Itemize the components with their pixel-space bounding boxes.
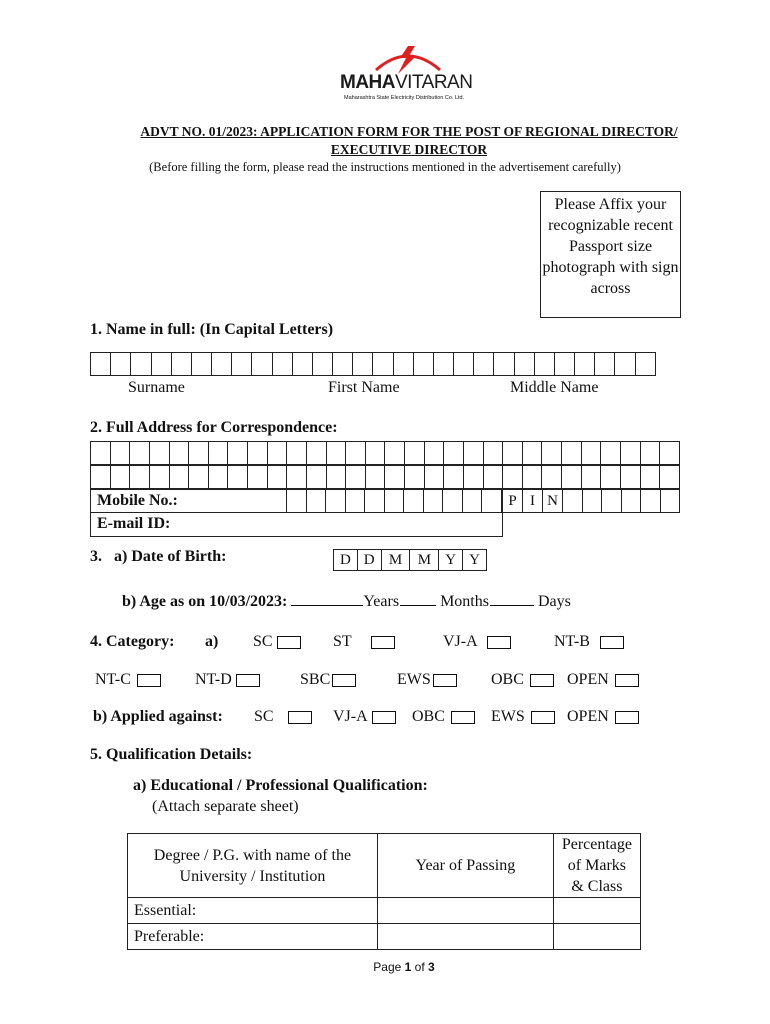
address-letter-cell[interactable]: [110, 442, 130, 465]
applied-option: [567, 708, 639, 726]
address-letter-cell[interactable]: [208, 442, 228, 465]
qualification-table: [127, 833, 641, 950]
name-letter-cell[interactable]: [514, 353, 534, 376]
address-letter-cell[interactable]: [208, 466, 228, 489]
page-total: 3: [428, 960, 435, 974]
category-label: SC: [253, 633, 273, 650]
address-letter-cell[interactable]: [287, 466, 307, 489]
category-label: NT-B: [554, 633, 590, 650]
category-label: ST: [333, 633, 352, 650]
category-option: [443, 633, 511, 651]
category-checkbox-obc[interactable]: [530, 674, 554, 687]
address-letter-cell[interactable]: [620, 442, 640, 465]
name-letter-cell[interactable]: [292, 353, 312, 376]
address-letter-cell[interactable]: [424, 466, 444, 489]
email-label: E-mail ID:: [97, 515, 171, 532]
applied-option: [491, 708, 555, 726]
qual-row-essential: Essential:: [128, 898, 378, 924]
applied-label: OPEN: [567, 708, 609, 725]
mobile-digit-cell[interactable]: [384, 490, 404, 513]
address-letter-cell[interactable]: [91, 466, 111, 489]
name-letter-cell[interactable]: [111, 353, 131, 376]
age-months-blank[interactable]: [400, 591, 436, 606]
category-option: [567, 671, 639, 689]
address-letter-cell[interactable]: [385, 466, 405, 489]
address-letter-cell[interactable]: [287, 442, 307, 465]
applied-checkbox-open[interactable]: [615, 711, 639, 724]
category-option: [491, 671, 554, 689]
address-letter-cell[interactable]: [562, 442, 582, 465]
address-letter-cell[interactable]: [483, 442, 503, 465]
years-label: Years: [363, 593, 400, 610]
category-checkbox-ntc[interactable]: [137, 674, 161, 687]
address-letter-cell[interactable]: [228, 466, 248, 489]
mobile-number-grid[interactable]: [286, 489, 502, 513]
applied-checkbox-vja[interactable]: [372, 711, 396, 724]
address-letter-cell[interactable]: [169, 442, 189, 465]
address-letter-cell[interactable]: [365, 466, 385, 489]
address-letter-cell[interactable]: [640, 466, 660, 489]
address-letter-cell[interactable]: [620, 466, 640, 489]
name-letter-cell[interactable]: [433, 353, 453, 376]
name-letter-cell[interactable]: [171, 353, 191, 376]
age-years-blank[interactable]: [291, 591, 363, 606]
address-letter-cell[interactable]: [306, 442, 326, 465]
category-checkbox-sbc[interactable]: [332, 674, 356, 687]
name-letter-cell[interactable]: [333, 353, 353, 376]
address-letter-cell[interactable]: [444, 442, 464, 465]
mobile-digit-cell[interactable]: [443, 490, 463, 513]
age-days-blank[interactable]: [490, 591, 534, 606]
pin-cell[interactable]: [621, 490, 641, 513]
address-letter-cell[interactable]: [91, 442, 111, 465]
pin-letter-i: I: [523, 490, 543, 513]
q1-name-label: 1. Name in full: (In Capital Letters): [90, 321, 334, 338]
middle-name-caption: Middle Name: [510, 379, 599, 396]
category-label: OBC: [491, 671, 524, 688]
name-letter-cell[interactable]: [252, 353, 272, 376]
dob-cell[interactable]: D: [334, 550, 358, 571]
dob-cell[interactable]: Y: [463, 550, 487, 571]
name-letter-cell[interactable]: [131, 353, 151, 376]
name-input-grid[interactable]: [90, 352, 656, 376]
address-letter-cell[interactable]: [228, 442, 248, 465]
months-label: Months: [440, 593, 489, 610]
address-letter-cell[interactable]: [248, 466, 268, 489]
form-title-line2: EXECUTIVE DIRECTOR: [330, 142, 488, 157]
address-letter-cell[interactable]: [326, 442, 346, 465]
category-checkbox-sc[interactable]: [277, 636, 301, 649]
pin-letter-n: N: [543, 490, 563, 513]
name-letter-cell[interactable]: [393, 353, 413, 376]
name-letter-cell[interactable]: [91, 353, 111, 376]
days-label: Days: [537, 593, 571, 610]
pin-letter-p: P: [503, 490, 523, 513]
address-letter-cell[interactable]: [601, 466, 621, 489]
category-checkbox-ntb[interactable]: [600, 636, 624, 649]
photo-box: [540, 191, 681, 318]
pin-cell[interactable]: [602, 490, 622, 513]
logo-brand-bold: MAHA: [340, 72, 395, 93]
first-name-caption: First Name: [328, 379, 400, 396]
address-letter-cell[interactable]: [463, 442, 483, 465]
page-number: 1: [404, 960, 412, 974]
category-label: NT-C: [95, 671, 131, 688]
address-letter-cell[interactable]: [405, 466, 425, 489]
logo-tagline: Maharashtra State Electricity Distribution Co. Ltd.: [344, 95, 465, 101]
category-option: [333, 633, 395, 651]
page-prefix: Page: [373, 960, 405, 974]
mobile-digit-cell[interactable]: [365, 490, 385, 513]
address-letter-cell[interactable]: [463, 466, 483, 489]
address-grid-row1[interactable]: [90, 441, 680, 465]
applied-label: EWS: [491, 708, 525, 725]
dob-cell[interactable]: Y: [439, 550, 463, 571]
address-letter-cell[interactable]: [542, 442, 562, 465]
name-letter-cell[interactable]: [534, 353, 554, 376]
page-footer: [0, 960, 770, 974]
email-row[interactable]: [90, 513, 503, 537]
name-letter-cell[interactable]: [413, 353, 433, 376]
name-letter-cell[interactable]: [232, 353, 252, 376]
applied-label: VJ-A: [333, 708, 368, 725]
address-letter-cell[interactable]: [169, 466, 189, 489]
address-letter-cell[interactable]: [522, 466, 542, 489]
applied-label: SC: [254, 708, 274, 725]
address-letter-cell[interactable]: [581, 442, 601, 465]
pin-cell[interactable]: [660, 490, 680, 513]
photo-box-text: Please Affix your recognizable recent Passport size photograph with sign across: [542, 196, 679, 297]
q4-a-label: a): [205, 633, 219, 650]
category-option: [95, 671, 161, 689]
mobile-digit-cell[interactable]: [326, 490, 346, 513]
name-letter-cell[interactable]: [595, 353, 615, 376]
logo: [338, 44, 478, 104]
applied-option: [333, 708, 396, 726]
category-label: OPEN: [567, 671, 609, 688]
dob-cell[interactable]: M: [381, 550, 410, 571]
address-letter-cell[interactable]: [562, 466, 582, 489]
address-letter-cell[interactable]: [326, 466, 346, 489]
category-checkbox-st[interactable]: [371, 636, 395, 649]
name-letter-cell[interactable]: [635, 353, 655, 376]
applied-option: [254, 708, 312, 726]
qual-header-degree: Degree / P.G. with name of the University / Institution: [128, 834, 378, 898]
name-letter-cell[interactable]: [494, 353, 514, 376]
address-letter-cell[interactable]: [130, 442, 150, 465]
q5-qualification-label: 5. Qualification Details:: [90, 746, 253, 763]
name-letter-cell[interactable]: [575, 353, 595, 376]
address-letter-cell[interactable]: [405, 442, 425, 465]
address-letter-cell[interactable]: [149, 466, 169, 489]
age-label: b) Age as on 10/03/2023:: [122, 593, 288, 610]
address-letter-cell[interactable]: [503, 466, 523, 489]
name-letter-cell[interactable]: [454, 353, 474, 376]
pin-cell[interactable]: [641, 490, 661, 513]
qual-cell-essential-year[interactable]: [377, 898, 553, 924]
category-label: NT-D: [195, 671, 232, 688]
name-letter-cell[interactable]: [151, 353, 171, 376]
address-letter-cell[interactable]: [306, 466, 326, 489]
category-checkbox-ntd[interactable]: [236, 674, 260, 687]
applied-option: [412, 708, 475, 726]
applied-checkbox-ews[interactable]: [531, 711, 555, 724]
applied-against-label: b) Applied against:: [93, 708, 223, 725]
q3-dob-label: 3. a) Date of Birth:: [90, 548, 227, 565]
q4-category-label: 4. Category:: [90, 633, 175, 650]
category-label: EWS: [397, 671, 431, 688]
form-instruction-note: (Before filling the form, please read the instructions mentioned in the advertisement carefully): [149, 160, 621, 174]
address-letter-cell[interactable]: [189, 466, 209, 489]
address-letter-cell[interactable]: [346, 442, 366, 465]
page-of: of: [411, 960, 429, 974]
form-title-line1: ADVT NO. 01/2023: APPLICATION FORM FOR THE POST OF REGIONAL DIRECTOR/: [140, 124, 678, 139]
pin-cell[interactable]: [563, 490, 583, 513]
mobile-digit-cell[interactable]: [462, 490, 482, 513]
address-letter-cell[interactable]: [365, 442, 385, 465]
address-letter-cell[interactable]: [483, 466, 503, 489]
address-letter-cell[interactable]: [542, 466, 562, 489]
qual-header-percentage: Percentage of Marks & Class: [553, 834, 640, 898]
pin-cell[interactable]: [582, 490, 602, 513]
address-grid-row2[interactable]: [90, 465, 680, 489]
attach-sheet-note: (Attach separate sheet): [152, 798, 299, 815]
qual-header-year: Year of Passing: [377, 834, 553, 898]
q2-address-label: 2. Full Address for Correspondence:: [90, 419, 338, 436]
mobile-digit-cell[interactable]: [482, 490, 502, 513]
name-letter-cell[interactable]: [474, 353, 494, 376]
mobile-digit-cell[interactable]: [404, 490, 424, 513]
name-letter-cell[interactable]: [373, 353, 393, 376]
address-letter-cell[interactable]: [385, 442, 405, 465]
address-letter-cell[interactable]: [149, 442, 169, 465]
category-option: [300, 671, 356, 689]
pin-grid[interactable]: [502, 489, 680, 513]
address-letter-cell[interactable]: [522, 442, 542, 465]
category-option: [554, 633, 624, 651]
address-letter-cell[interactable]: [503, 442, 523, 465]
applied-label: OBC: [412, 708, 445, 725]
category-option: [195, 671, 260, 689]
address-letter-cell[interactable]: [346, 466, 366, 489]
address-letter-cell[interactable]: [601, 442, 621, 465]
address-letter-cell[interactable]: [189, 442, 209, 465]
applied-checkbox-obc[interactable]: [451, 711, 475, 724]
address-letter-cell[interactable]: [640, 442, 660, 465]
qual-cell-preferable-year[interactable]: [377, 924, 553, 950]
address-letter-cell[interactable]: [110, 466, 130, 489]
qual-cell-essential-percentage[interactable]: [553, 898, 640, 924]
name-letter-cell[interactable]: [554, 353, 574, 376]
mobile-digit-cell[interactable]: [423, 490, 443, 513]
name-letter-cell[interactable]: [272, 353, 292, 376]
logo-brand-rest: VITARAN: [395, 72, 473, 93]
address-letter-cell[interactable]: [248, 442, 268, 465]
address-letter-cell[interactable]: [660, 442, 680, 465]
address-letter-cell[interactable]: [130, 466, 150, 489]
dob-grid[interactable]: [333, 549, 487, 571]
address-letter-cell[interactable]: [444, 466, 464, 489]
category-label: SBC: [300, 671, 331, 688]
mobile-digit-cell[interactable]: [345, 490, 365, 513]
dob-cell[interactable]: D: [357, 550, 381, 571]
category-checkbox-ews[interactable]: [433, 674, 457, 687]
name-letter-cell[interactable]: [312, 353, 332, 376]
dob-cell[interactable]: M: [410, 550, 439, 571]
address-letter-cell[interactable]: [267, 466, 287, 489]
address-letter-cell[interactable]: [267, 442, 287, 465]
surname-caption: Surname: [128, 379, 185, 396]
q5-education-label: a) Educational / Professional Qualification:: [133, 777, 428, 794]
address-letter-cell[interactable]: [424, 442, 444, 465]
mobile-label: Mobile No.:: [97, 492, 178, 509]
category-label: VJ-A: [443, 633, 477, 650]
name-letter-cell[interactable]: [615, 353, 635, 376]
name-letter-cell[interactable]: [191, 353, 211, 376]
address-letter-cell[interactable]: [581, 466, 601, 489]
category-option: [253, 633, 301, 651]
address-letter-cell[interactable]: [660, 466, 680, 489]
mobile-digit-cell[interactable]: [287, 490, 307, 513]
age-row: [122, 591, 571, 611]
category-checkbox-vja[interactable]: [487, 636, 511, 649]
applied-checkbox-sc[interactable]: [288, 711, 312, 724]
category-option: [397, 671, 457, 689]
qual-row-preferable: Preferable:: [128, 924, 378, 950]
name-letter-cell[interactable]: [353, 353, 373, 376]
category-checkbox-open[interactable]: [615, 674, 639, 687]
name-letter-cell[interactable]: [212, 353, 232, 376]
qual-cell-preferable-percentage[interactable]: [553, 924, 640, 950]
mobile-digit-cell[interactable]: [306, 490, 326, 513]
